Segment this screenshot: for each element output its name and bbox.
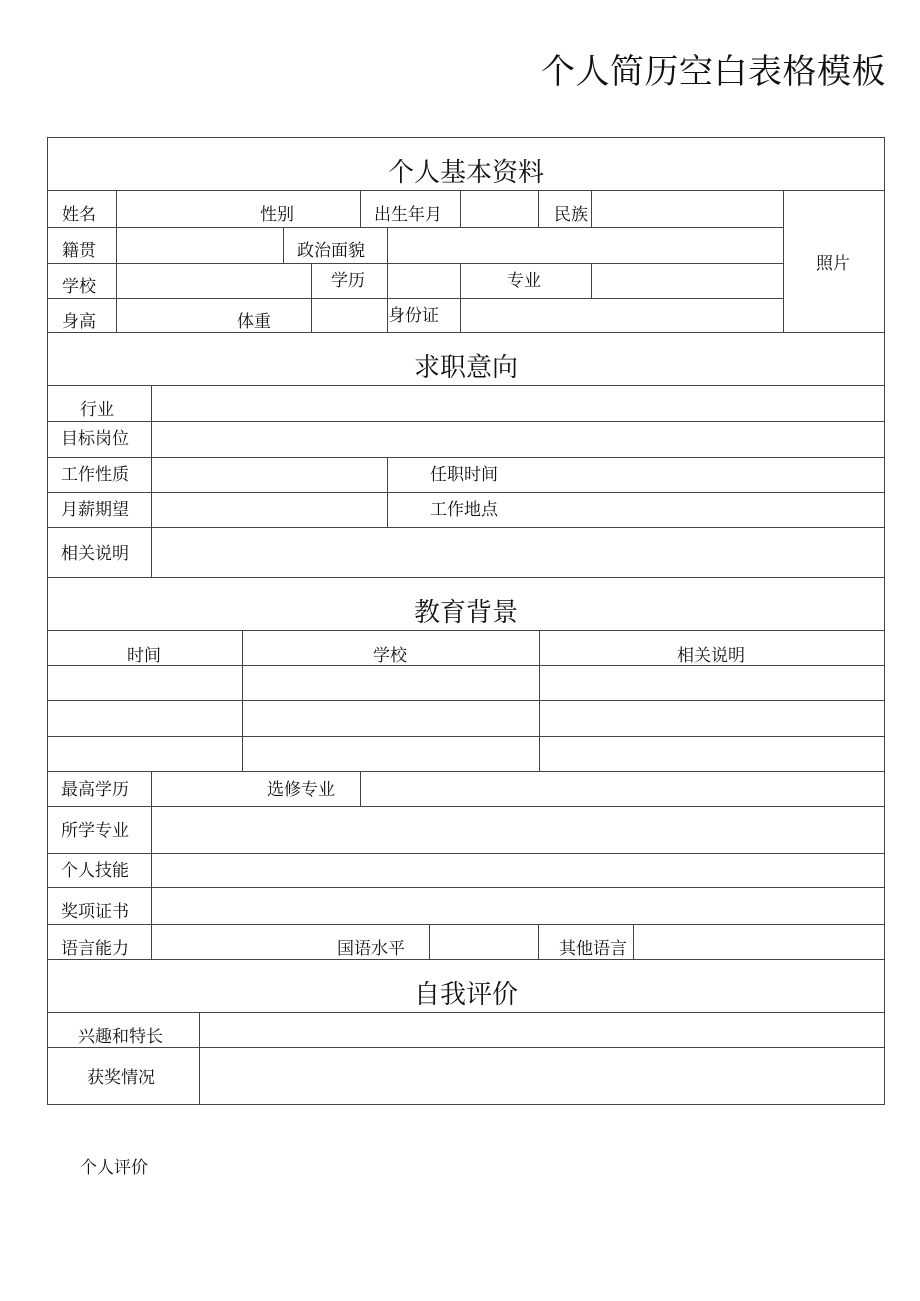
table-border bbox=[311, 263, 312, 332]
table-border bbox=[460, 190, 461, 227]
section-heading-self-evaluation: 自我评价 bbox=[413, 980, 519, 1010]
section-heading-education: 教育背景 bbox=[413, 598, 519, 628]
label-photo: 照片 bbox=[816, 254, 850, 274]
label-highest-degree: 最高学历 bbox=[61, 780, 129, 800]
table-border bbox=[47, 527, 885, 528]
table-border bbox=[47, 736, 885, 737]
label-job-type: 工作性质 bbox=[61, 465, 129, 485]
table-border bbox=[47, 959, 885, 960]
label-other-languages: 其他语言 bbox=[559, 939, 627, 959]
table-border bbox=[591, 263, 592, 298]
footer-self-evaluation-label: 个人评价 bbox=[80, 1158, 148, 1178]
table-border bbox=[47, 577, 885, 578]
label-target-position: 目标岗位 bbox=[61, 429, 129, 449]
label-industry: 行业 bbox=[80, 400, 114, 420]
label-skills: 个人技能 bbox=[61, 861, 129, 881]
table-border bbox=[242, 630, 243, 771]
table-border bbox=[47, 700, 885, 701]
table-border bbox=[151, 771, 152, 959]
label-elective-major: 选修专业 bbox=[267, 780, 335, 800]
table-border bbox=[360, 771, 361, 806]
label-hobbies: 兴趣和特长 bbox=[78, 1027, 163, 1047]
table-border bbox=[783, 190, 784, 332]
label-awards: 获奖情况 bbox=[87, 1068, 155, 1088]
label-major-studied: 所学专业 bbox=[61, 821, 129, 841]
table-border bbox=[460, 263, 461, 332]
label-expected-salary: 月薪期望 bbox=[61, 500, 129, 520]
table-border bbox=[387, 457, 388, 527]
section-heading-basic-info: 个人基本资料 bbox=[387, 158, 545, 188]
label-degree: 学历 bbox=[331, 271, 365, 291]
table-border bbox=[47, 457, 885, 458]
section-heading-job-intention: 求职意向 bbox=[413, 353, 519, 383]
education-col-school: 学校 bbox=[373, 646, 407, 666]
label-birth: 出生年月 bbox=[374, 205, 442, 225]
label-ethnicity: 民族 bbox=[554, 205, 588, 225]
table-border bbox=[47, 853, 885, 854]
education-col-time: 时间 bbox=[127, 646, 161, 666]
label-job-notes: 相关说明 bbox=[61, 544, 129, 564]
table-border bbox=[47, 1047, 885, 1048]
table-border bbox=[47, 492, 885, 493]
education-col-notes: 相关说明 bbox=[677, 646, 745, 666]
label-id-card: 身份证 bbox=[388, 306, 439, 326]
table-border bbox=[360, 190, 361, 227]
table-border bbox=[199, 1012, 200, 1105]
table-border bbox=[591, 190, 592, 227]
label-major: 专业 bbox=[507, 271, 541, 291]
label-school: 学校 bbox=[62, 277, 96, 297]
table-border bbox=[633, 924, 634, 959]
label-weight: 体重 bbox=[237, 312, 271, 332]
label-native-place: 籍贯 bbox=[62, 241, 96, 261]
table-border bbox=[47, 421, 885, 422]
label-political-status: 政治面貌 bbox=[297, 241, 365, 261]
table-border bbox=[47, 887, 885, 888]
table-border bbox=[538, 924, 539, 959]
table-border bbox=[47, 771, 885, 772]
table-border bbox=[47, 806, 885, 807]
table-border bbox=[283, 227, 284, 263]
table-border bbox=[47, 227, 783, 228]
table-border bbox=[116, 190, 117, 332]
label-certificates: 奖项证书 bbox=[61, 902, 129, 922]
label-work-location: 工作地点 bbox=[430, 500, 498, 520]
table-border bbox=[47, 298, 783, 299]
table-border bbox=[151, 385, 152, 577]
table-border bbox=[538, 190, 539, 227]
table-border bbox=[47, 332, 885, 333]
label-mandarin-level: 国语水平 bbox=[337, 939, 405, 959]
table-border bbox=[47, 924, 885, 925]
table-border bbox=[47, 665, 885, 666]
table-border bbox=[47, 137, 885, 138]
table-border bbox=[429, 924, 430, 959]
resume-form bbox=[47, 137, 885, 1105]
table-border bbox=[539, 630, 540, 771]
table-border bbox=[47, 1104, 885, 1105]
table-border bbox=[47, 630, 885, 631]
table-border bbox=[47, 263, 783, 264]
label-name: 姓名 bbox=[62, 205, 96, 225]
document-title: 个人简历空白表格模板 bbox=[541, 52, 886, 92]
label-height: 身高 bbox=[62, 312, 96, 332]
table-border bbox=[47, 385, 885, 386]
label-start-time: 任职时间 bbox=[430, 465, 498, 485]
table-border bbox=[47, 190, 885, 191]
label-gender: 性别 bbox=[260, 205, 294, 225]
label-language-ability: 语言能力 bbox=[61, 939, 129, 959]
table-border bbox=[47, 1012, 885, 1013]
